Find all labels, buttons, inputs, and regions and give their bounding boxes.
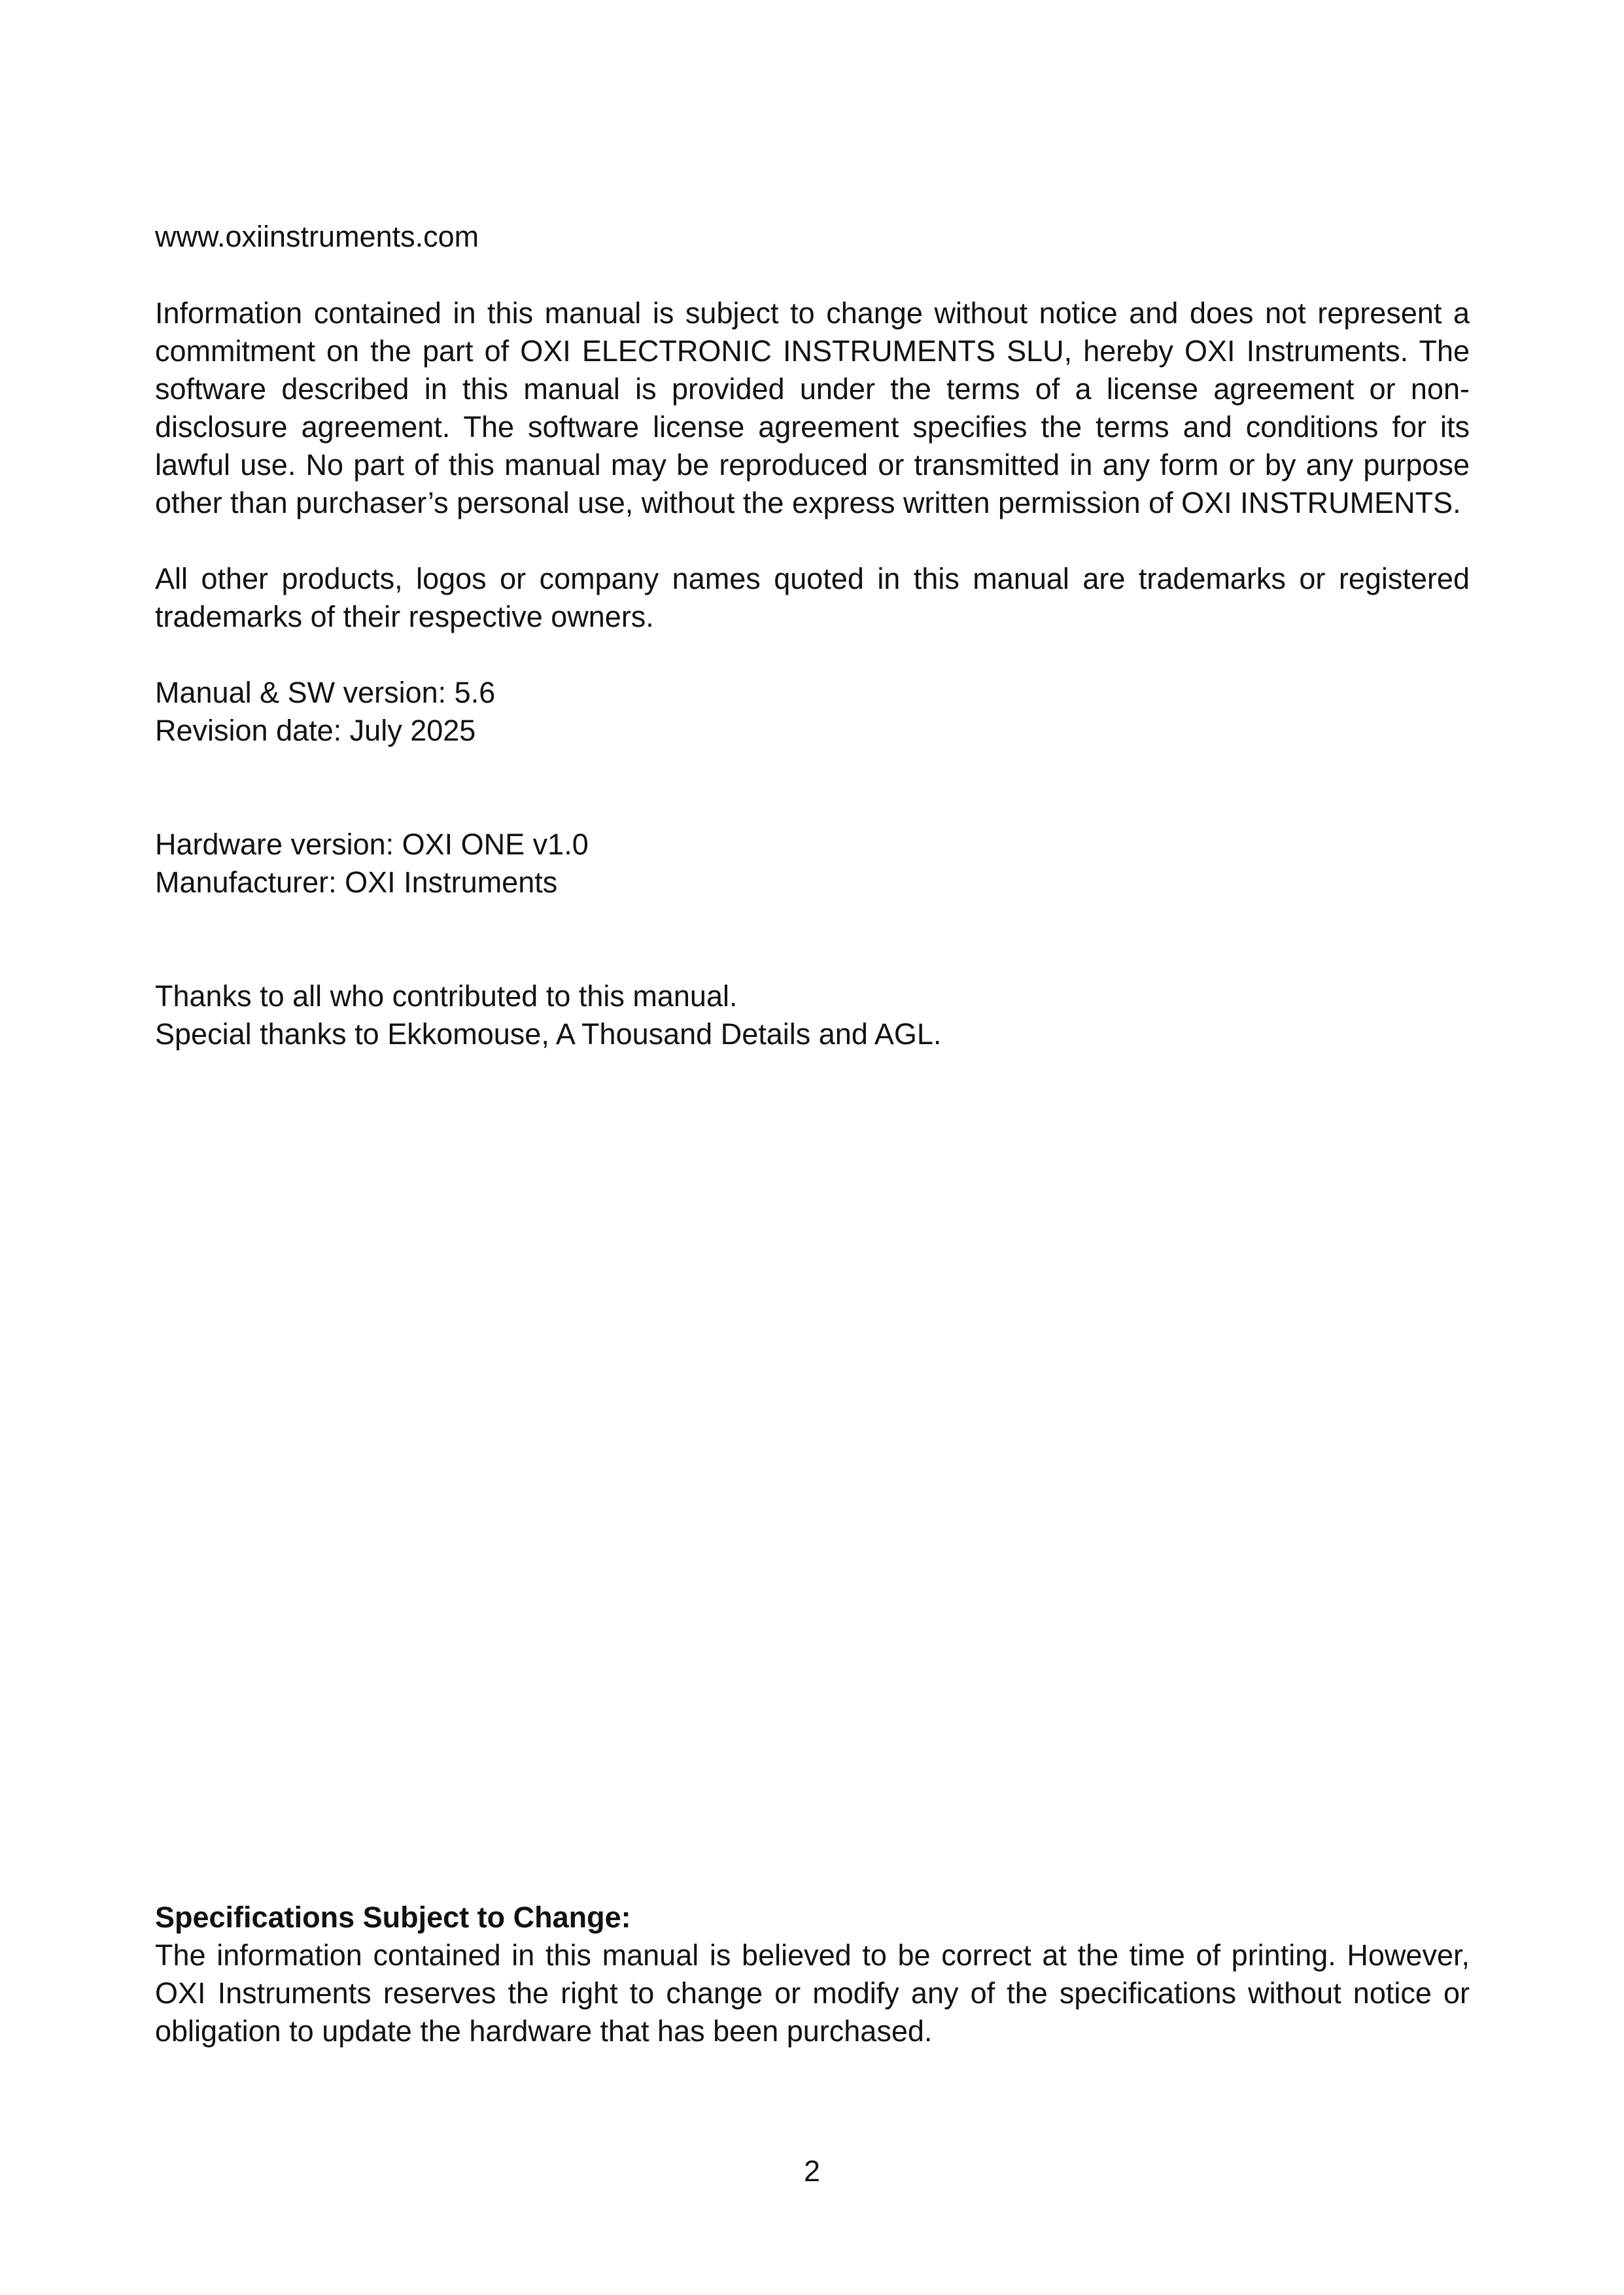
acknowledgements — [155, 977, 1470, 1053]
revision-date: Revision date: July 2025 — [155, 714, 476, 747]
special-thanks-line: Special thanks to Ekkomouse, A Thousand Details and AGL. — [155, 1017, 942, 1051]
version-info — [155, 674, 1470, 750]
trademark-paragraph: All other products, logos or company names quoted in this manual are trademarks or registered trademarks of their respective owners. — [155, 562, 1470, 633]
website-url: www.oxiinstruments.com — [155, 220, 479, 253]
specifications-section — [155, 1899, 1470, 2050]
specifications-body: The information contained in this manual is believed to be correct at the time of printing. However, OXI Instruments reserves the right to change or modify any of the specifications without notice or obligation to update the hardware that has been purchased. — [155, 1938, 1470, 2048]
manufacturer: Manufacturer: OXI Instruments — [155, 866, 558, 899]
legal-notice-paragraph: Information contained in this manual is subject to change without notice and does not represent a commitment on the part of OXI ELECTRONIC INSTRUMENTS SLU, hereby OXI Instruments. The software described in this manual is provided under the terms of a license agreement or non-disclosure agreement. The software license agreement specifies the terms and conditions for its lawful use. No part of this manual may be reproduced or transmitted in any form or by any purpose other than purchaser’s personal use, without the express written permission of OXI INSTRUMENTS. — [155, 296, 1470, 519]
thanks-line: Thanks to all who contributed to this manual. — [155, 979, 738, 1013]
page-number: 2 — [803, 2154, 821, 2188]
specifications-heading: Specifications Subject to Change: — [155, 1901, 631, 1934]
hardware-info — [155, 826, 1470, 902]
manual-sw-version: Manual & SW version: 5.6 — [155, 676, 496, 709]
hardware-version: Hardware version: OXI ONE v1.0 — [155, 828, 589, 861]
